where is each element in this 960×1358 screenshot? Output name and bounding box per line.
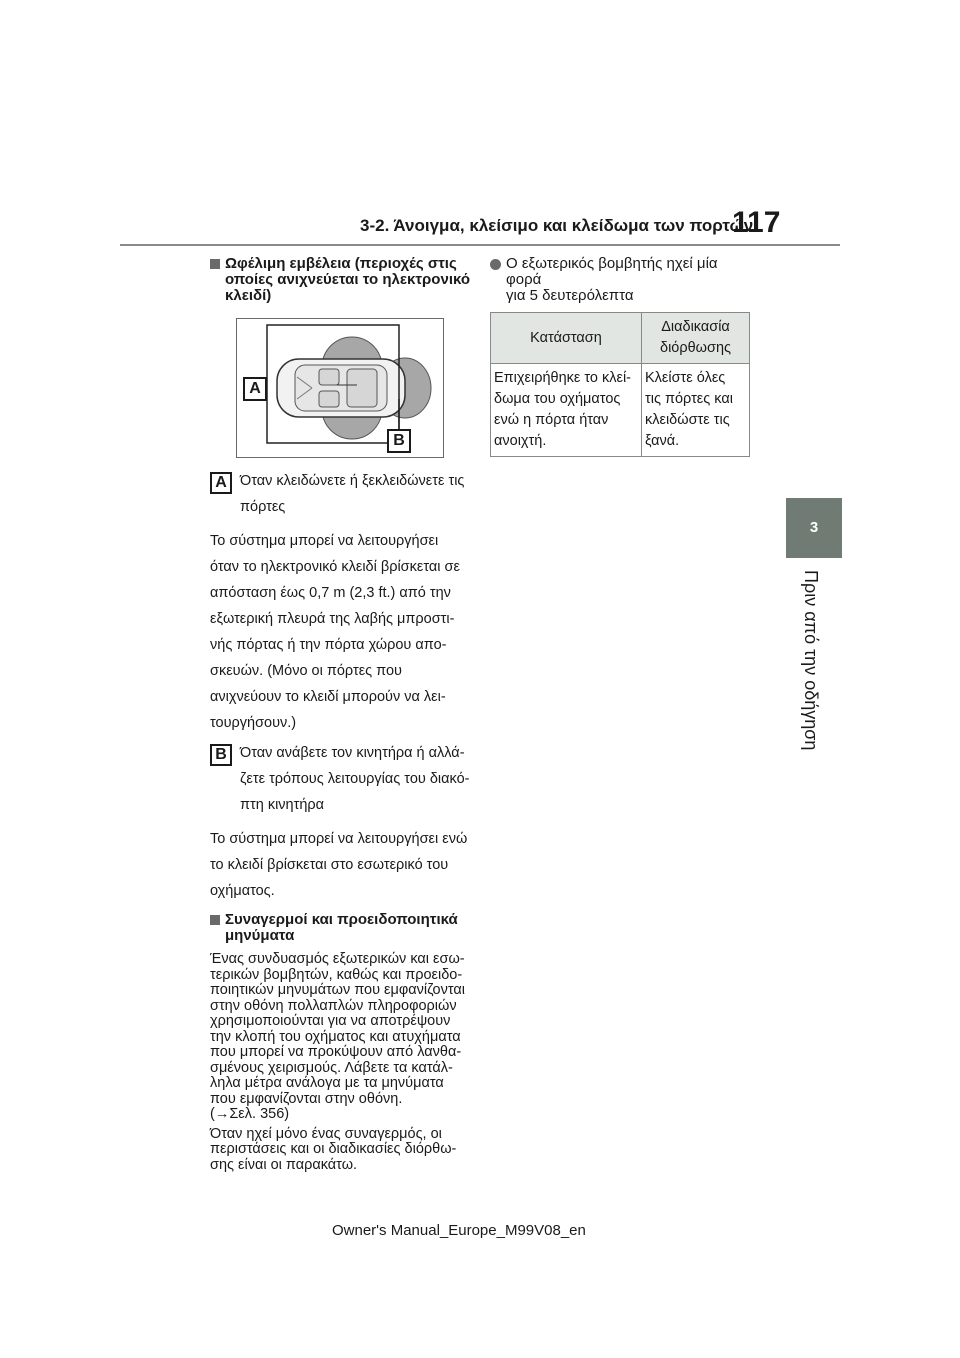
text-line: ληλα μέτρα ανάλογα με τα μηνύματα <box>210 1075 444 1091</box>
cell-line: δωμα του οχήματος <box>494 391 621 407</box>
cell-line: ανοιχτή. <box>494 433 547 449</box>
chapter-title: Πριν από την οδήγηση <box>801 570 821 751</box>
text-line: που μπορεί να προκύψουν από λανθα- <box>210 1044 462 1060</box>
text-line: πόρτες <box>240 499 286 515</box>
heading-line: Ωφέλιμη εμβέλεια (περιοχές στις <box>225 255 457 272</box>
text-line: Όταν κλειδώνετε ή ξεκλειδώνετε τις <box>240 473 465 489</box>
header-text: Διαδικασία <box>661 319 730 335</box>
car-range-illustration <box>237 319 443 457</box>
left-column <box>210 256 470 1177</box>
text-line: Το σύστημα μπορεί να λειτουργήσει ενώ <box>210 831 468 847</box>
text-line: νής πόρτας ή την πόρτα χώρου απο- <box>210 637 447 653</box>
right-column <box>490 256 752 457</box>
cell-line: ξανά. <box>645 433 680 449</box>
item-a <box>210 472 470 520</box>
text-line: εξωτερική πλευρά της λαβής μπροστι- <box>210 611 455 627</box>
text-line: ποιητικών μηνυμάτων που εμφανίζονται <box>210 982 465 998</box>
square-bullet-icon <box>210 259 220 269</box>
text-line: σμένους χειρισμούς. Λάβετε τα κατάλ- <box>210 1059 453 1076</box>
cell-line: Επιχειρήθηκε το κλεί- <box>494 370 632 386</box>
cell-line: ενώ η πόρτα ήταν <box>494 412 609 428</box>
text-line: χρησιμοποιούνται για να αποτρέψουν <box>210 1013 451 1029</box>
text-line: ανιχνεύουν το κλειδί μπορούν να λει- <box>210 689 446 705</box>
page-number: 117 <box>732 206 781 239</box>
text-line: που εμφανίζονται στην οθόνη. <box>210 1090 403 1107</box>
header-rule <box>120 244 840 246</box>
item-label-b: B <box>210 744 232 766</box>
paragraph-d <box>210 1127 470 1174</box>
table-cell-procedure <box>642 364 750 457</box>
paragraph-b <box>210 826 470 904</box>
text-line: τουργήσουν.) <box>210 715 297 731</box>
alarm-table <box>490 312 750 457</box>
heading-alarms <box>210 912 470 944</box>
bullet-external-buzzer <box>490 256 752 304</box>
circle-bullet-icon <box>490 259 501 270</box>
item-b-text <box>240 740 469 818</box>
text-line: σκευών. (Μόνο οι πόρτες που <box>210 663 402 679</box>
seat-icon <box>319 369 339 385</box>
table-header-cell <box>491 313 642 364</box>
table-header-cell <box>642 313 750 364</box>
paragraph-a <box>210 528 470 736</box>
diagram-label-b: B <box>387 429 411 453</box>
cell-line: τις πόρτες και <box>645 391 733 407</box>
text-line: οχήματος. <box>210 883 275 899</box>
table-row <box>491 364 750 457</box>
section-title: 3-2. Άνοιγμα, κλείσιμο και κλείδωμα των πορτών <box>360 216 754 235</box>
diagram-label-a: A <box>243 377 267 401</box>
text-line: το κλειδί βρίσκεται στο εσωτερικό του <box>210 857 449 873</box>
item-a-text <box>240 468 464 520</box>
table-cell-situation <box>491 364 642 457</box>
rear-seat-icon <box>347 369 377 407</box>
header-text: διόρθωσης <box>660 340 731 356</box>
range-diagram <box>236 318 444 458</box>
heading-line: οποίες ανιχνεύεται το ηλεκτρονικό <box>225 271 471 288</box>
cell-line: κλειδώστε τις <box>645 412 730 428</box>
heading-line: Συναγερμοί και προειδοποιητικά <box>225 911 458 928</box>
text-line: πτη κινητήρα <box>240 797 325 813</box>
heading-line: μηνύματα <box>225 927 295 944</box>
text-line: Ένας συνδυασμός εξωτερικών και εσω- <box>210 951 465 967</box>
text-line: Το σύστημα μπορεί να λειτουργήσει <box>210 533 439 549</box>
bullet-line: για 5 δευτερόλεπτα <box>506 287 634 304</box>
bullet-line: Ο εξωτερικός βομβητής ηχεί μία φορά <box>506 255 718 288</box>
footer-text: Owner's Manual_Europe_M99V08_en <box>332 1222 586 1239</box>
text-line: Όταν ανάβετε τον κινητήρα ή αλλά- <box>240 745 465 761</box>
item-b <box>210 744 470 818</box>
text-line: τερικών βομβητών, καθώς και προειδο- <box>210 966 463 983</box>
text-line: περιστάσεις και οι διαδικασίες διόρθω- <box>210 1141 457 1157</box>
heading-effective-range <box>210 256 470 304</box>
item-label-a: A <box>210 472 232 494</box>
square-bullet-icon <box>210 915 220 925</box>
text-line: απόσταση έως 0,7 m (2,3 ft.) από την <box>210 585 451 601</box>
text-line: όταν το ηλεκτρονικό κλειδί βρίσκεται σε <box>210 559 460 575</box>
header-text: Κατάσταση <box>530 329 602 346</box>
cell-line: Κλείστε όλες <box>645 370 726 386</box>
text-line: στην οθόνη πολλαπλών πληροφοριών <box>210 997 457 1014</box>
text-line: ζετε τρόπους λειτουργίας του διακό- <box>240 771 470 787</box>
text-line: την κλοπή του οχήματος και ατυχήματα <box>210 1028 461 1045</box>
seat-icon <box>319 391 339 407</box>
paragraph-c <box>210 952 470 1123</box>
heading-line: κλειδί) <box>225 287 272 304</box>
text-line: σης είναι οι παρακάτω. <box>210 1156 358 1173</box>
table-header-row <box>491 313 750 364</box>
text-line: Όταν ηχεί μόνο ένας συναγερμός, οι <box>210 1125 442 1142</box>
page-reference-link[interactable]: (→Σελ. 356) <box>210 1106 290 1122</box>
chapter-tab: 3 <box>786 498 842 558</box>
